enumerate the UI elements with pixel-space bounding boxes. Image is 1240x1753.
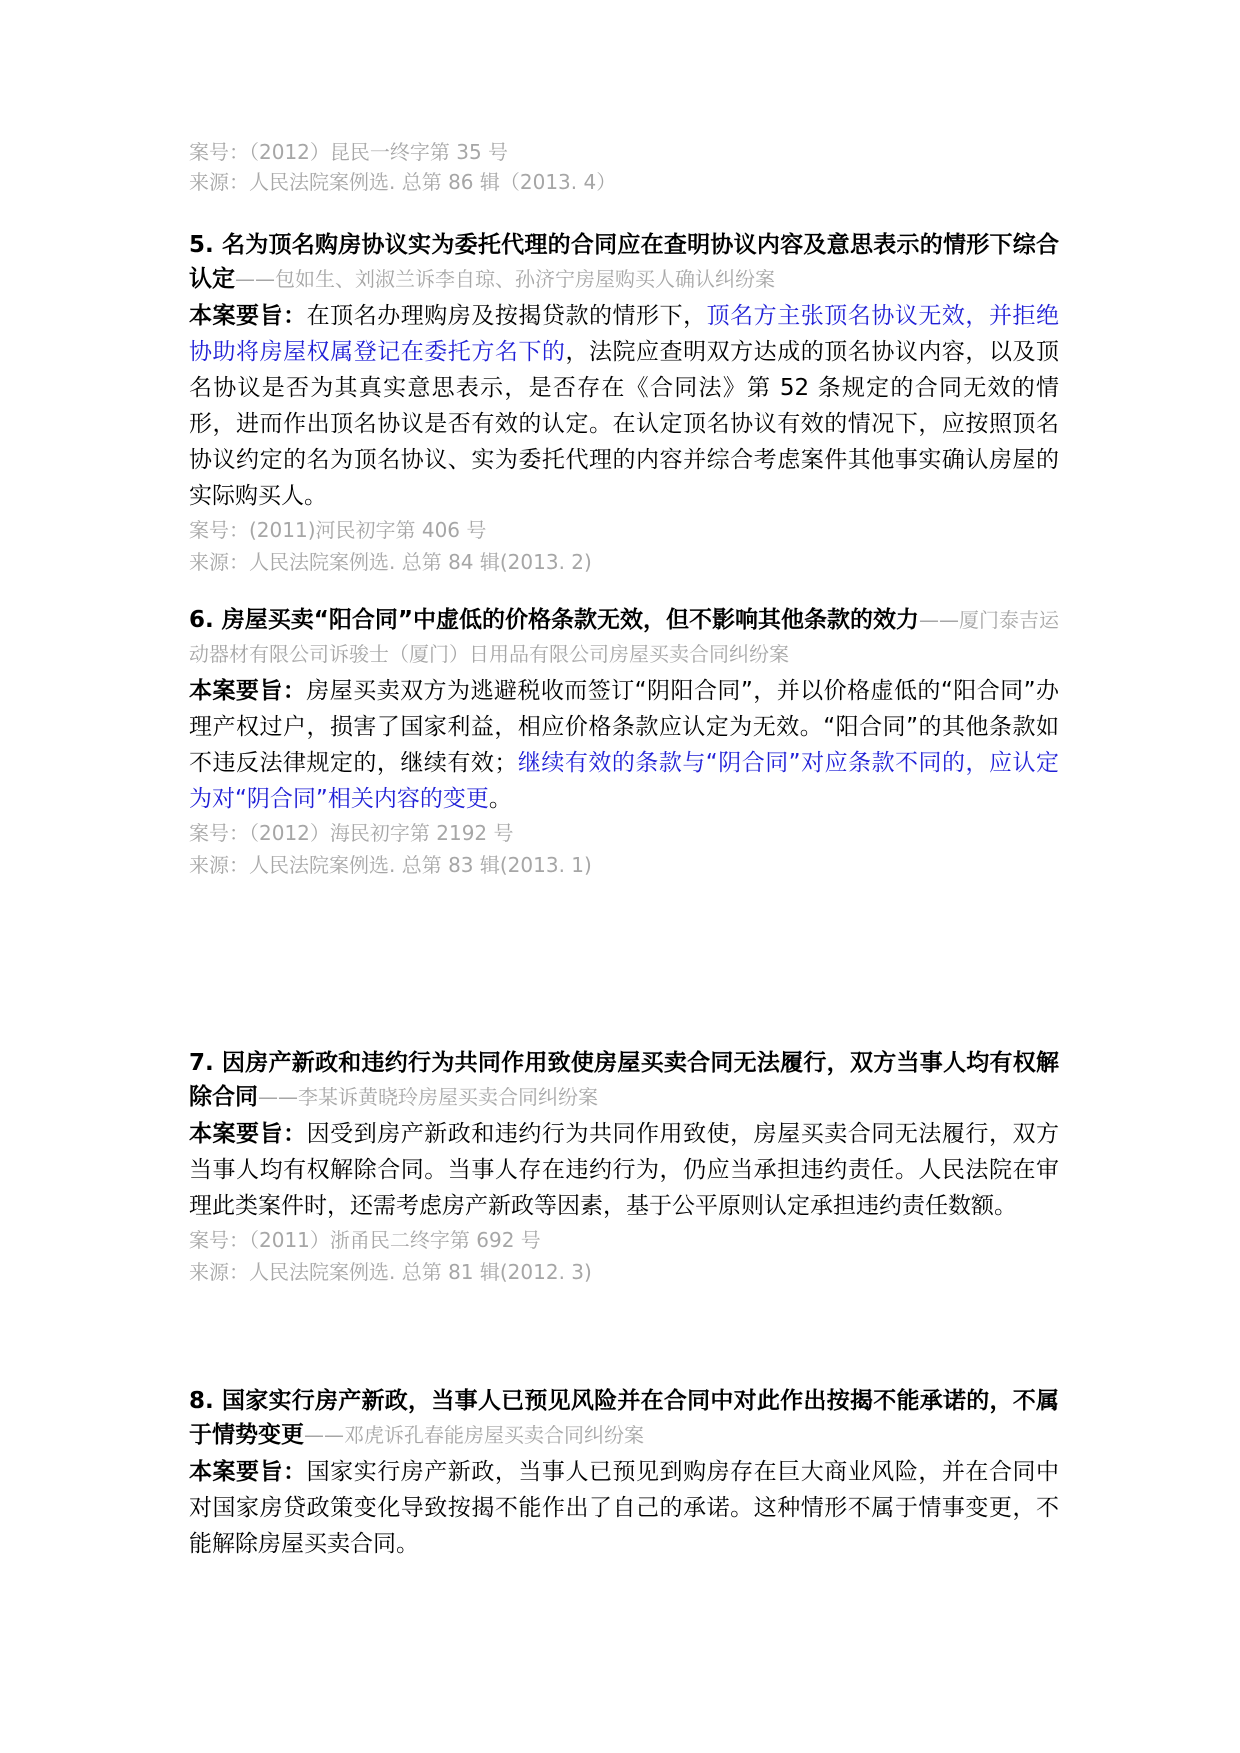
case-5-summary-highlight: 顶名方主张顶名协议无效，并拒绝协助将房屋权属登记在委托方名下的 xyxy=(189,303,1060,365)
case-7-title-line xyxy=(189,1046,1059,1114)
case-8-summary-text: 国家实行房产新政，当事人已预见到购房存在巨大商业风险，并在合同中对国家房贷政策变化导致按揭不能作出了自己的承诺。这种情形不属于情事变更，不能解除房屋买卖合同。 xyxy=(189,1459,1060,1557)
case-7-subtitle: ——李某诉黄晓玲房屋买卖合同纠纷案 xyxy=(258,1085,598,1109)
case-6-summary-text-after: 。 xyxy=(488,786,512,812)
case-5-summary xyxy=(189,298,1059,514)
case-6-case-number: 案号：（2012）海民初字第 2192 号 xyxy=(189,821,514,845)
case-7-title: 7. 因房产新政和违约行为共同作用致使房屋买卖合同无法履行，双方当事人均有权解除合同 xyxy=(189,1050,1059,1110)
case-5-summary-text-before: 在顶名办理购房及按揭贷款的情形下， xyxy=(306,303,707,329)
case-5-source: 来源：人民法院案例选. 总第 84 辑(2013. 2) xyxy=(189,550,592,574)
case-8-summary-label: 本案要旨： xyxy=(189,1459,307,1485)
case-8-title: 8. 国家实行房产新政，当事人已预见风险并在合同中对此作出按揭不能承诺的，不属于情势变更 xyxy=(189,1388,1059,1448)
case-7-summary-text: 因受到房产新政和违约行为共同作用致使，房屋买卖合同无法履行，双方当事人均有权解除合同。当事人存在违约行为，仍应当承担违约责任。人民法院在审理此类案件时，还需考虑房产新政等因素，基于公平原则认定承担违约责任数额。 xyxy=(189,1121,1060,1219)
case-5-subtitle: ——包如生、刘淑兰诉李自琼、孙济宁房屋购买人确认纠纷案 xyxy=(235,267,775,291)
case-7-case-number: 案号：（2011）浙甬民二终字第 692 号 xyxy=(189,1228,541,1252)
case-6-title: 6. 房屋买卖“阳合同”中虚低的价格条款无效，但不影响其他条款的效力 xyxy=(189,607,919,633)
case-6-summary-text-before: 房屋买卖双方为逃避税收而签订“阴阳合同”，并以价格虚低的“阳合同”办理产权过户，损害了国家利益，相应价格条款应认定为无效。“阳合同”的其他条款如不违反法律规定的，继续有效； xyxy=(189,678,1059,776)
case-6-summary-label: 本案要旨： xyxy=(189,678,307,704)
case-6-summary-highlight: 继续有效的条款与“阴合同”对应条款不同的，应认定为对“阴合同”相关内容的变更 xyxy=(189,750,1059,812)
case-5-case-number: 案号：(2011)河民初字第 406 号 xyxy=(189,518,487,542)
case-8-title-line xyxy=(189,1384,1059,1452)
case-5 xyxy=(189,228,1059,578)
case-7-source: 来源：人民法院案例选. 总第 81 辑(2012. 3) xyxy=(189,1260,592,1284)
case-8 xyxy=(189,1384,1059,1562)
case-8-summary xyxy=(189,1454,1059,1562)
case-6-title-line xyxy=(189,603,1059,671)
case-7-summary xyxy=(189,1116,1059,1224)
case-5-summary-text-after: ，法院应查明双方达成的顶名协议内容，以及顶名协议是否为其真实意思表示，是否存在《合同法》第 52 条规定的合同无效的情形，进而作出顶名协议是否有效的认定。在认定顶名协议有效的情况下，应按照顶名协议约定的名为顶名协议、实为委托代理的内容并综合考虑案件其他事实确认房屋的实际购买人。 xyxy=(189,339,1060,509)
case-6 xyxy=(189,603,1059,881)
intro-source: 来源：人民法院案例选. 总第 86 辑（2013. 4） xyxy=(189,170,617,194)
case-5-title-line xyxy=(189,228,1059,296)
case-7-summary-label: 本案要旨： xyxy=(189,1121,307,1147)
case-7 xyxy=(189,1046,1059,1288)
case-6-summary xyxy=(189,673,1059,817)
case-6-source: 来源：人民法院案例选. 总第 83 辑(2013. 1) xyxy=(189,853,592,877)
case-6-subtitle: ——厦门泰吉运动器材有限公司诉骏士（厦门）日用品有限公司房屋买卖合同纠纷案 xyxy=(189,608,1060,666)
case-5-title: 5. 名为顶名购房协议实为委托代理的合同应在查明协议内容及意思表示的情形下综合认定 xyxy=(189,232,1059,292)
case-8-subtitle: ——邓虎诉孔春能房屋买卖合同纠纷案 xyxy=(304,1423,644,1447)
intro-case-number: 案号：（2012）昆民一终字第 35 号 xyxy=(189,140,509,164)
case-5-summary-label: 本案要旨： xyxy=(189,303,307,329)
